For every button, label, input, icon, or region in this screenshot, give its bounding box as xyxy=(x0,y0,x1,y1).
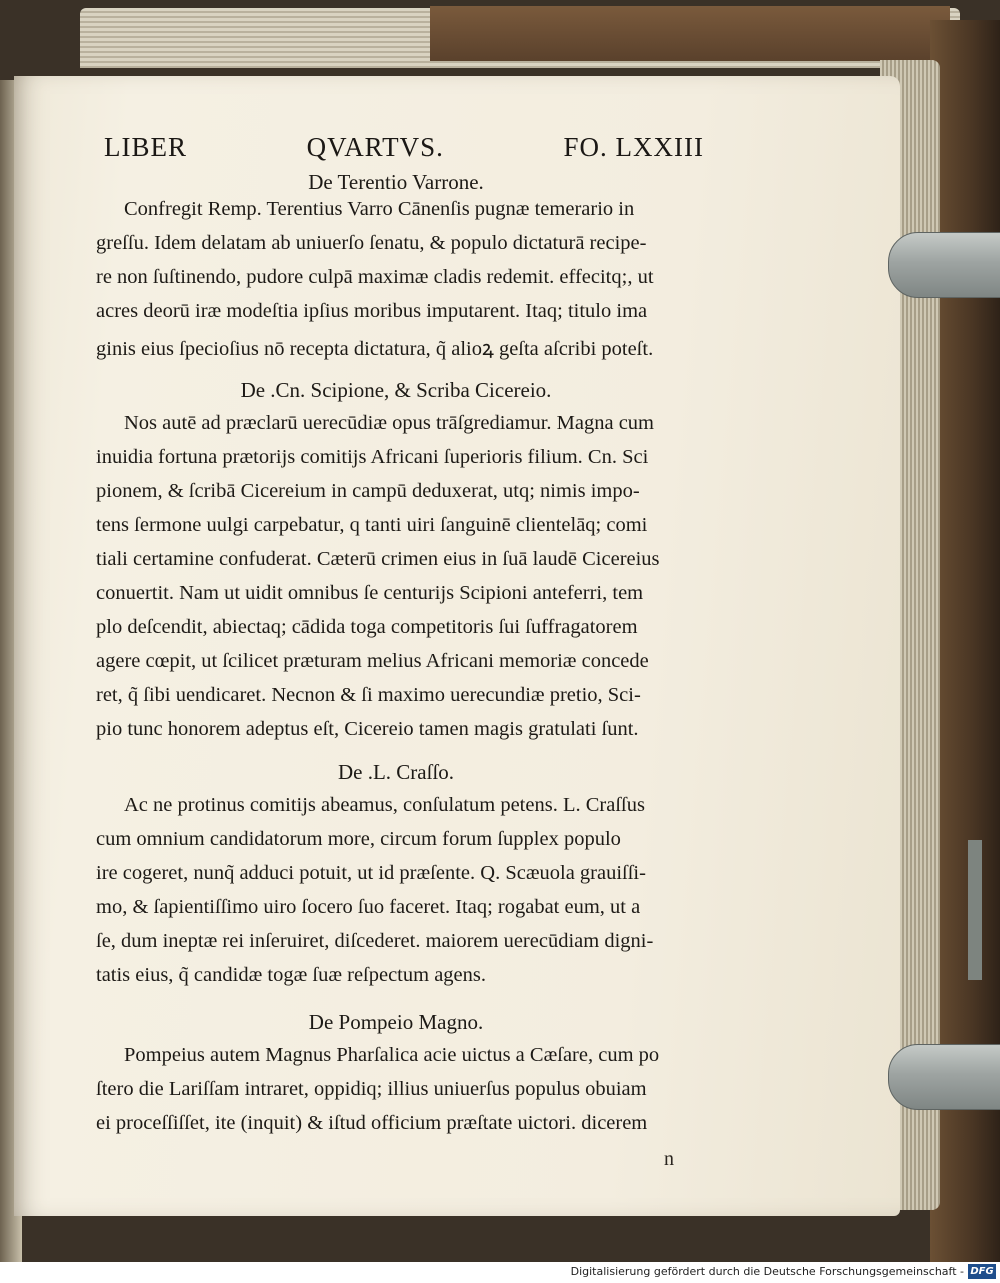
section-heading: De Pompeio Magno. xyxy=(308,1010,484,1034)
text-line: acres deorū iræ modeſtia ipſius moribus imputarent. Itaq; titulo ima xyxy=(96,300,648,322)
section-heading: De .Cn. Scipione, & Scriba Cicereio. xyxy=(240,378,552,402)
text-line: Pompeius autem Magnus Pharſalica acie uictus a Cæſare, cum po xyxy=(124,1044,660,1066)
funding-credit: Digitalisierung gefördert durch die Deutsche Forschungsgemeinschaft - xyxy=(570,1265,964,1278)
clasp-lower xyxy=(888,1044,1000,1110)
section-heading: De .L. Craſſo. xyxy=(337,760,455,784)
dfg-logo-icon: DFG xyxy=(968,1264,996,1279)
running-head-left: LIBER xyxy=(104,132,187,162)
text-line: ei proceſſiſſet, ite (inquit) & iſtud officium præſtate uictori. dicerem xyxy=(96,1112,648,1134)
text-line: ret, q̃ ſibi uendicaret. Necnon & ſi maximo uerecundiæ pretio, Sci- xyxy=(96,684,641,706)
text-line: re non ſuſtinendo, pudore culpā maximæ cladis redemit. effecitq;, ut xyxy=(96,266,654,288)
footer-bar xyxy=(0,1262,1000,1283)
text-line: ire cogeret, nunq̃ adduci potuit, ut id præſente. Q. Scæuola grauiſſi- xyxy=(96,862,646,884)
running-head xyxy=(104,132,704,163)
text-line: cum omnium candidatorum more, circum forum ſupplex populo xyxy=(96,828,621,850)
text-line: agere cœpit, ut ſcilicet præturam melius Africani memoriæ concede xyxy=(96,650,649,672)
text-line: pio tunc honorem adeptus eſt, Cicereio tamen magis gratulati ſunt. xyxy=(96,718,639,740)
text-line: tatis eius, q̃ candidæ togæ ſuæ reſpectum agens. xyxy=(96,964,487,986)
text-line: inuidia fortuna prætorijs comitijs Africani ſuperioris filium. Cn. Sci xyxy=(96,446,649,468)
text-line: Ac ne protinus comitijs abeamus, conſulatum petens. L. Craſſus xyxy=(124,794,645,816)
running-head-center: QVARTVS. xyxy=(306,132,444,162)
clasp-upper xyxy=(888,232,1000,298)
text-line: plo deſcendit, abiectaq; cādida toga competitoris ſui ſuffragatorem xyxy=(96,616,638,638)
text-line: ſtero die Lariſſam intraret, oppidiq; illius uniuerſus populus obuiam xyxy=(96,1078,647,1100)
text-line: greſſu. Idem delatam ab uniuerſo ſenatu, & populo dictaturā recipe- xyxy=(96,232,647,254)
text-line: Nos autē ad præclarū uerecūdiæ opus trāſgrediamur. Magna cum xyxy=(124,412,654,434)
text-line: conuertit. Nam ut uidit omnibus ſe centurijs Scipioni anteferri, tem xyxy=(96,582,644,604)
running-head-folio: FO. LXXIII xyxy=(563,132,704,162)
text-line: ginis eius ſpecioſius nō recepta dictatura, q̃ alioꝝ geſta aſcribi poteſt. xyxy=(96,338,654,360)
text-line: tens ſermone uulgi carpebatur, q tanti uiri ſanguinē clientelāq; comi xyxy=(96,514,648,536)
cover-top xyxy=(430,6,950,61)
text-line: Confregit Remp. Terentius Varro Cānenſis pugnæ temerario in xyxy=(124,198,635,220)
text-line: ſe, dum ineptæ rei inſeruiret, diſcederet. maiorem uerecūdiam digni- xyxy=(96,930,654,952)
section-heading: De Terentio Varrone. xyxy=(308,170,484,194)
text-line: pionem, & ſcribā Cicereium in campū deduxerat, utq; nimis impo- xyxy=(96,480,640,502)
clasp-bar xyxy=(968,840,982,980)
text-line: tiali certamine confuderat. Cæterū crimen eius in ſuā laudē Cicereius xyxy=(96,548,660,570)
text-line: mo, & ſapientiſſimo uiro ſocero ſuo faceret. Itaq; rogabat eum, ut a xyxy=(96,896,641,918)
signature-mark: n xyxy=(664,1148,674,1170)
